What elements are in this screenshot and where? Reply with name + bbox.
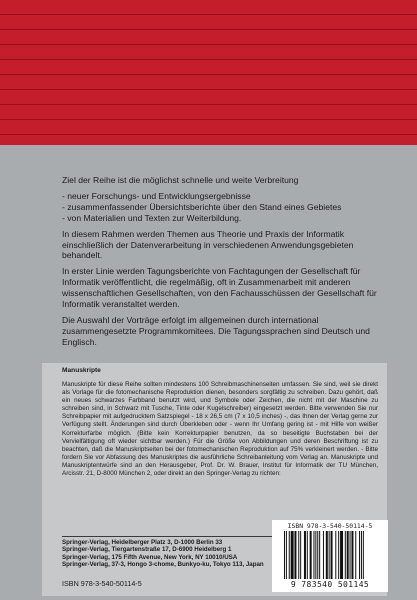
barcode-bar bbox=[286, 531, 287, 579]
barcode-bar bbox=[345, 531, 346, 579]
barcode-bar bbox=[329, 531, 330, 579]
barcode-bar bbox=[298, 531, 299, 579]
barcode-bar bbox=[350, 531, 351, 579]
barcode-bar bbox=[294, 531, 296, 579]
intro-paragraph: Die Auswahl der Vorträge erfolgt im allgemeinen durch international zusammengesetzte Programmkomitees. Die Tagungssprachen sind Deutsch und Englisch. bbox=[62, 314, 370, 347]
barcode-bar bbox=[335, 531, 336, 579]
barcode-bar bbox=[313, 531, 314, 579]
intro-paragraph: In erster Linie werden Tagungsberichte von Fachtagungen der Gesellschaft für Informatik veröffentlicht, die regelmäßig, oft in Zusammenarbeit mit anderen wissenschaftlichen Gesellschaften, von den Fachausschüssen der Gesellschaft für Informatik veranstaltet werden. bbox=[62, 266, 377, 310]
manuscripts-text: Manuskripte für diese Reihe sollten mindestens 100 Schreibmaschinenseiten umfassen. Sie sind, weil sie direkt als Vorlage für die fotomechanische Reproduktion dienen, besonders sorgfältig zu schreiben. Dazu gehört, daß ein neues schwarzes Farbband benutzt wird, und Symbole oder Zeichen, die nicht mit der Maschine zu schreiben sind, in Schwarz mit Tusche, Tinte oder Kugelschreiber) eingesetzt werden. Bitte verwenden Sie nur Schreibpapier mit aufgedrucktem Satzspiegel - 18 x 26,5 cm (7 x 10,5 inches) -, das Ihnen der Verlag gerne zur Verfügung stellt. Änderungen sind durch Überkleben oder - wenn Ihr Umfang gering ist - mit Hilfe von weißer Korrekturfarbe möglich. (Bitte kein Korrekturpapier benutzen, da so beseitigte Buchstaben bei der Vervielfältigung oft wieder sichtbar werden.) Für die Größe von Abbildungen und deren Beschriftung ist zu beachten, daß die Manuskriptseiten bei der fotomechanischen Reproduktion auf 75% verkleinert werden. - Bitte fordern Sie vor Abfassung des Manuskriptes die ausführliche Schreibanleitung vom Verlag an. Manuskripte und Manuskriptentwürfe sind an den Herausgeber, Prof. Dr. W. Brauer, Institut für Informatik der TU München, Arcisstr. 21, D-8000 München 2, oder direkt an den Springer-Verlag zu richten: bbox=[62, 381, 378, 478]
barcode-box bbox=[272, 520, 388, 592]
intro-lead: Ziel der Reihe ist die möglichst schnelle und weite Verbreitung bbox=[62, 175, 299, 185]
publisher-addresses bbox=[62, 539, 264, 569]
manuscripts-heading: Manuskripte bbox=[62, 367, 101, 374]
publisher-address: Springer-Verlag, 175 Fifth Avenue, New York, NY 10010/USA bbox=[62, 553, 238, 561]
intro-bullet-list bbox=[62, 191, 392, 224]
intro-bullet: - neuer Forschungs- und Entwicklungsergebnisse bbox=[62, 190, 251, 201]
barcode-bar bbox=[361, 531, 362, 579]
publisher-address: Springer-Verlag, Heidelberger Platz 3, D-1000 Berlin 33 bbox=[62, 539, 223, 546]
barcode-bar bbox=[326, 531, 328, 579]
barcode-bar bbox=[315, 531, 316, 579]
barcode-bar bbox=[310, 531, 312, 579]
barcode-bar bbox=[284, 531, 285, 579]
barcode-bar bbox=[331, 531, 333, 579]
intro-bullet: - zusammenfassender Übersichtsberichte über den Stand eines Gebietes bbox=[62, 201, 342, 212]
barcode-bar bbox=[291, 531, 294, 579]
barcode-bar bbox=[323, 531, 324, 579]
barcode-bar bbox=[359, 531, 360, 579]
barcode-bar bbox=[300, 531, 301, 579]
series-description bbox=[62, 175, 392, 353]
publisher-address: Springer-Verlag, Tiergartenstraße 17, D-6900 Heidelberg 1 bbox=[62, 546, 232, 554]
barcode-bars bbox=[284, 531, 376, 579]
barcode-bar bbox=[355, 531, 356, 579]
barcode-bar bbox=[338, 531, 339, 579]
barcode-bar bbox=[363, 531, 364, 579]
isbn-text: ISBN 978-3-540-50114-5 bbox=[62, 579, 142, 588]
intro-bullet: - von Materialien und Texten zur Weiterbildung. bbox=[62, 212, 242, 223]
barcode-bar bbox=[347, 531, 349, 579]
barcode-bar bbox=[317, 531, 318, 579]
barcode-bar bbox=[319, 531, 320, 579]
intro-paragraph: In diesem Rahmen werden Themen aus Theorie und Praxis der Informatik einschließlich der Datenverarbeitung in verschiedenen Anwendungsgebieten behandelt. bbox=[62, 228, 354, 261]
barcode-bar bbox=[307, 531, 308, 579]
publisher-address: Springer-Verlag, 37-3, Hongo 3-chome, Bunkyo-ku, Tokyo 113, Japan bbox=[62, 561, 264, 569]
red-header-band bbox=[0, 0, 417, 145]
barcode-bar bbox=[289, 531, 290, 579]
barcode-bar bbox=[304, 531, 306, 579]
barcode-bar bbox=[340, 531, 343, 579]
barcode-digits: 9 783540 501145 bbox=[290, 580, 370, 589]
barcode-isbn-label: ISBN 978-3-540-50114-5 bbox=[287, 522, 373, 530]
barcode-bar bbox=[351, 531, 353, 579]
